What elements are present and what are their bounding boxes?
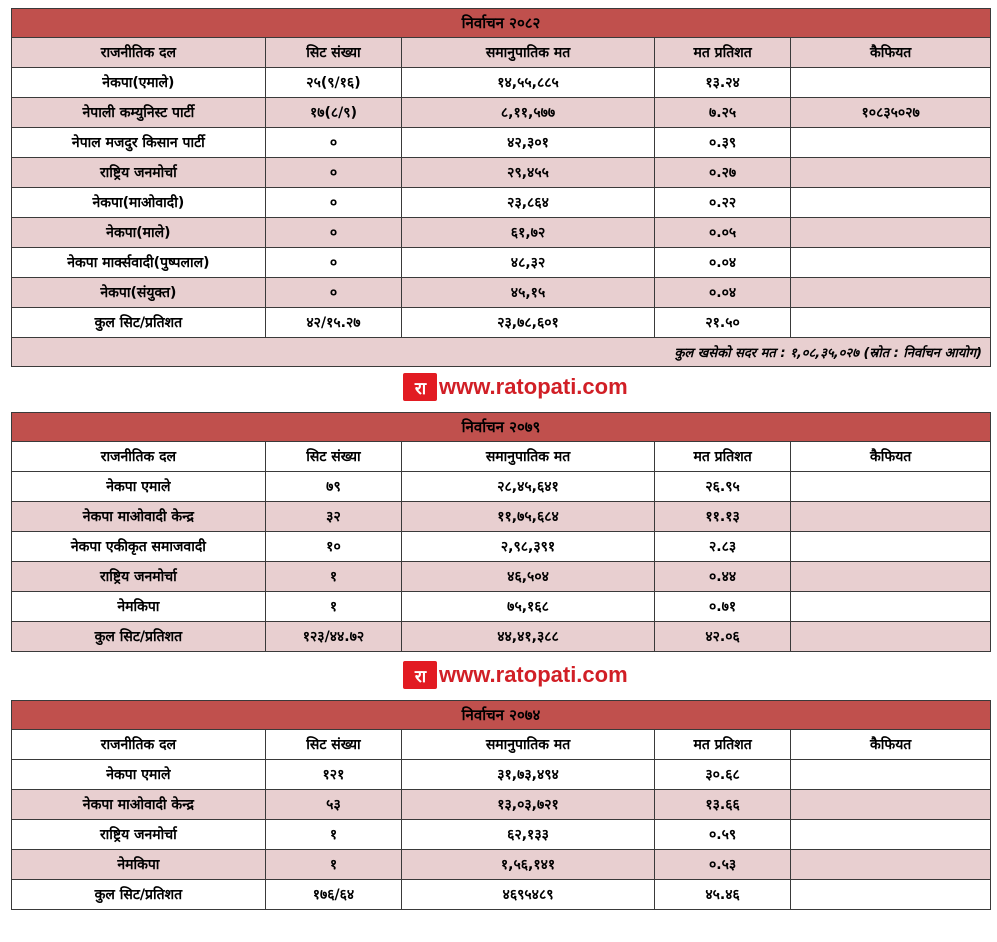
seats-cell: १ <box>265 850 401 880</box>
table-row <box>12 188 991 218</box>
party-cell: नेमकिपा <box>12 850 266 880</box>
table-header-row <box>12 730 991 760</box>
party-cell: कुल सिट/प्रतिशत <box>12 880 266 910</box>
seats-cell: १० <box>265 532 401 562</box>
header-proportional-votes: समानुपातिक मत <box>402 38 655 68</box>
seats-cell: ५३ <box>265 790 401 820</box>
proportional-votes-cell: ११,७५,६८४ <box>402 502 655 532</box>
total-row <box>12 880 991 910</box>
remarks-cell <box>791 218 991 248</box>
vote-percent-cell: ०.२२ <box>654 188 790 218</box>
remarks-cell <box>791 562 991 592</box>
table-row <box>12 820 991 850</box>
header-party: राजनीतिक दल <box>12 442 266 472</box>
proportional-votes-cell: ४५,१५ <box>402 278 655 308</box>
remarks-cell <box>791 248 991 278</box>
seats-cell: ० <box>265 218 401 248</box>
seats-cell: १७६/६४ <box>265 880 401 910</box>
remarks-cell <box>791 68 991 98</box>
table-row <box>12 98 991 128</box>
vote-percent-cell: २.८३ <box>654 532 790 562</box>
proportional-votes-cell: २३,७८,६०१ <box>402 308 655 338</box>
header-remarks: कैफियत <box>791 38 991 68</box>
party-cell: नेपाल मजदुर किसान पार्टी <box>12 128 266 158</box>
total-valid-votes-note: कुल खसेको सदर मत : १,०८,३५,०२७ (स्रोत : निर्वाचन आयोग) <box>12 338 991 367</box>
remarks-cell <box>791 622 991 652</box>
header-proportional-votes: समानुपातिक मत <box>402 730 655 760</box>
seats-cell: ० <box>265 188 401 218</box>
table-header-row <box>12 442 991 472</box>
remarks-cell <box>791 790 991 820</box>
remarks-cell <box>791 158 991 188</box>
proportional-votes-cell: ६१,७२ <box>402 218 655 248</box>
vote-percent-cell: ४२.०६ <box>654 622 790 652</box>
proportional-votes-cell: ७५,१६८ <box>402 592 655 622</box>
vote-percent-cell: ०.२७ <box>654 158 790 188</box>
table-row <box>12 158 991 188</box>
header-seats: सिट संख्या <box>265 38 401 68</box>
party-cell: कुल सिट/प्रतिशत <box>12 622 266 652</box>
party-cell: नेपाली कम्युनिस्ट पार्टी <box>12 98 266 128</box>
table-row <box>12 218 991 248</box>
remarks-cell <box>791 188 991 218</box>
proportional-votes-cell: ३१,७३,४९४ <box>402 760 655 790</box>
table-row <box>12 850 991 880</box>
proportional-votes-cell: ४६९५४८९ <box>402 880 655 910</box>
seats-cell: ७९ <box>265 472 401 502</box>
party-cell: राष्ट्रिय जनमोर्चा <box>12 562 266 592</box>
party-cell: नेकपा(माले) <box>12 218 266 248</box>
table-row <box>12 532 991 562</box>
proportional-votes-cell: ८,११,५७७ <box>402 98 655 128</box>
party-cell: नेकपा माओवादी केन्द्र <box>12 502 266 532</box>
party-cell: कुल सिट/प्रतिशत <box>12 308 266 338</box>
vote-percent-cell: ०.३९ <box>654 128 790 158</box>
party-cell: नेकपा एमाले <box>12 472 266 502</box>
proportional-votes-cell: ४६,५०४ <box>402 562 655 592</box>
party-cell: राष्ट्रिय जनमोर्चा <box>12 158 266 188</box>
vote-percent-cell: ०.४४ <box>654 562 790 592</box>
table-title: निर्वाचन २०७९ <box>12 413 991 442</box>
total-row <box>12 622 991 652</box>
vote-percent-cell: १३.२४ <box>654 68 790 98</box>
remarks-cell <box>791 308 991 338</box>
party-cell: नेकपा एमाले <box>12 760 266 790</box>
remarks-cell <box>791 472 991 502</box>
header-vote-percent: मत प्रतिशत <box>654 442 790 472</box>
proportional-votes-cell: ४४,४१,३८८ <box>402 622 655 652</box>
table-row <box>12 68 991 98</box>
vote-percent-cell: ७.२५ <box>654 98 790 128</box>
party-cell: राष्ट्रिय जनमोर्चा <box>12 820 266 850</box>
party-cell: नेकपा माओवादी केन्द्र <box>12 790 266 820</box>
remarks-cell <box>791 850 991 880</box>
ratopati-watermark <box>403 371 628 403</box>
seats-cell: १७(८/९) <box>265 98 401 128</box>
header-seats: सिट संख्या <box>265 730 401 760</box>
table-header-row <box>12 38 991 68</box>
seats-cell: १ <box>265 820 401 850</box>
proportional-votes-cell: २३,८६४ <box>402 188 655 218</box>
seats-cell: ० <box>265 128 401 158</box>
seats-cell: ० <box>265 158 401 188</box>
proportional-votes-cell: ४८,३२ <box>402 248 655 278</box>
header-seats: सिट संख्या <box>265 442 401 472</box>
table-row <box>12 128 991 158</box>
seats-cell: १२३/४४.७२ <box>265 622 401 652</box>
header-party: राजनीतिक दल <box>12 730 266 760</box>
vote-percent-cell: ०.५३ <box>654 850 790 880</box>
remarks-cell <box>791 820 991 850</box>
seats-cell: १ <box>265 562 401 592</box>
ratopati-logo: रा <box>403 661 437 689</box>
remarks-cell <box>791 502 991 532</box>
table-title: निर्वाचन २०८२ <box>12 9 991 38</box>
header-remarks: कैफियत <box>791 730 991 760</box>
election-table-2074 <box>11 700 991 910</box>
table-row <box>12 278 991 308</box>
proportional-votes-cell: ४२,३०१ <box>402 128 655 158</box>
ratopati-logo: रा <box>403 373 437 401</box>
remarks-cell <box>791 760 991 790</box>
ratopati-url: www.ratopati.com <box>439 374 628 399</box>
vote-percent-cell: ०.५९ <box>654 820 790 850</box>
proportional-votes-cell: १४,५५,८८५ <box>402 68 655 98</box>
remarks-cell: १०८३५०२७ <box>791 98 991 128</box>
vote-percent-cell: ०.०४ <box>654 248 790 278</box>
vote-percent-cell: ०.०४ <box>654 278 790 308</box>
party-cell: नेकपा(एमाले) <box>12 68 266 98</box>
ratopati-url: www.ratopati.com <box>439 662 628 687</box>
seats-cell: ४२/१५.२७ <box>265 308 401 338</box>
table-row <box>12 472 991 502</box>
table-row <box>12 760 991 790</box>
table-row <box>12 502 991 532</box>
seats-cell: १ <box>265 592 401 622</box>
proportional-votes-cell: २८,४५,६४१ <box>402 472 655 502</box>
vote-percent-cell: ४५.४६ <box>654 880 790 910</box>
seats-cell: ० <box>265 278 401 308</box>
party-cell: नेकपा(माओवादी) <box>12 188 266 218</box>
remarks-cell <box>791 880 991 910</box>
vote-percent-cell: १३.६६ <box>654 790 790 820</box>
header-party: राजनीतिक दल <box>12 38 266 68</box>
party-cell: नेकपा एकीकृत समाजवादी <box>12 532 266 562</box>
party-cell: नेकपा(संयुक्त) <box>12 278 266 308</box>
vote-percent-cell: ०.७१ <box>654 592 790 622</box>
election-table-2079 <box>11 412 991 652</box>
seats-cell: ० <box>265 248 401 278</box>
remarks-cell <box>791 532 991 562</box>
proportional-votes-cell: १३,०३,७२१ <box>402 790 655 820</box>
vote-percent-cell: २१.५० <box>654 308 790 338</box>
remarks-cell <box>791 278 991 308</box>
remarks-cell <box>791 128 991 158</box>
total-row <box>12 308 991 338</box>
seats-cell: ३२ <box>265 502 401 532</box>
vote-percent-cell: ०.०५ <box>654 218 790 248</box>
remarks-cell <box>791 592 991 622</box>
header-proportional-votes: समानुपातिक मत <box>402 442 655 472</box>
vote-percent-cell: ११.१३ <box>654 502 790 532</box>
table-row <box>12 790 991 820</box>
proportional-votes-cell: २,९८,३९१ <box>402 532 655 562</box>
vote-percent-cell: २६.९५ <box>654 472 790 502</box>
vote-percent-cell: ३०.६८ <box>654 760 790 790</box>
table-row <box>12 562 991 592</box>
table-row <box>12 248 991 278</box>
table-row <box>12 592 991 622</box>
seats-cell: २५(९/१६) <box>265 68 401 98</box>
election-table-2082 <box>11 8 991 367</box>
header-vote-percent: मत प्रतिशत <box>654 38 790 68</box>
table-title: निर्वाचन २०७४ <box>12 701 991 730</box>
proportional-votes-cell: २९,४५५ <box>402 158 655 188</box>
seats-cell: १२१ <box>265 760 401 790</box>
header-remarks: कैफियत <box>791 442 991 472</box>
party-cell: नेमकिपा <box>12 592 266 622</box>
party-cell: नेकपा मार्क्सवादी(पुष्पलाल) <box>12 248 266 278</box>
header-vote-percent: मत प्रतिशत <box>654 730 790 760</box>
proportional-votes-cell: ६२,१३३ <box>402 820 655 850</box>
proportional-votes-cell: १,५६,१४१ <box>402 850 655 880</box>
ratopati-watermark <box>403 659 628 691</box>
